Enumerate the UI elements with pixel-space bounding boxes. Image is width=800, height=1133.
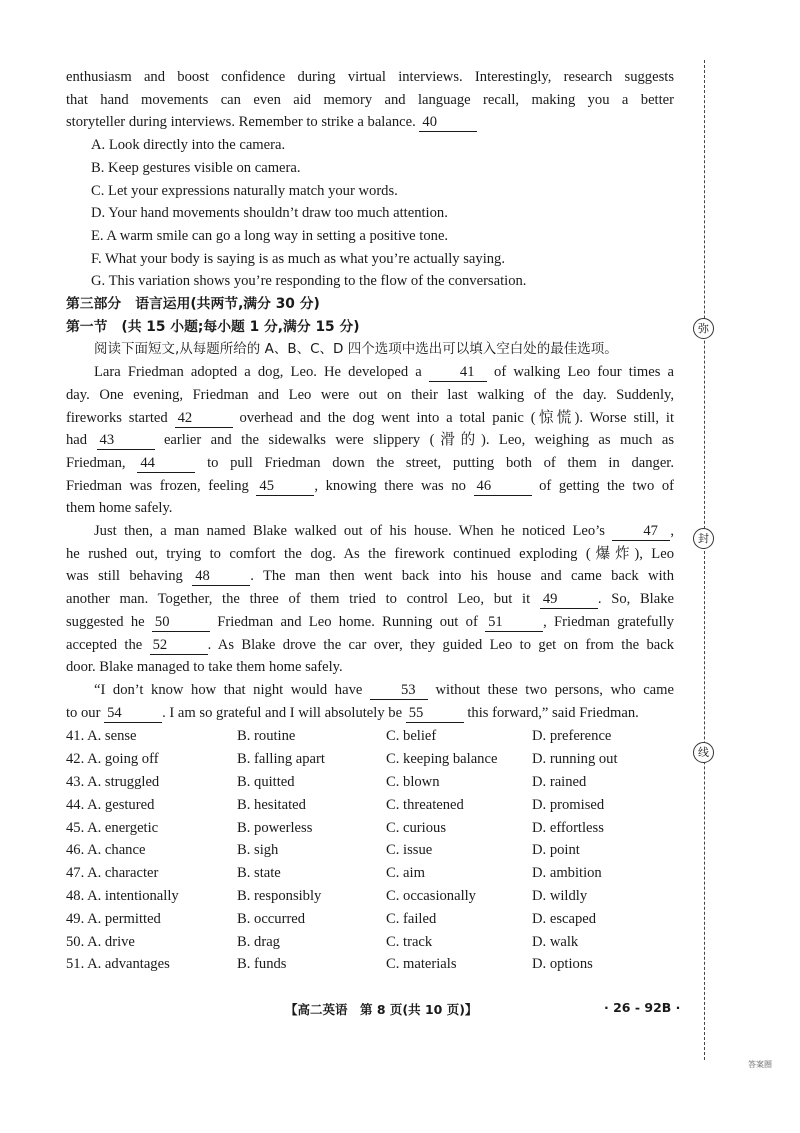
choice-option: B. funds xyxy=(237,956,287,973)
page-footer xyxy=(0,1000,800,1024)
choice-option: C. threatened xyxy=(386,796,464,813)
choice-option: 51. A. advantages xyxy=(66,956,170,973)
page-content xyxy=(66,66,674,976)
choice-option: B. sigh xyxy=(237,842,279,859)
blank-47: 47 xyxy=(612,522,670,541)
choice-option: D. preference xyxy=(532,728,612,745)
choice-option: C. issue xyxy=(386,842,433,859)
choice-option: C. belief xyxy=(386,728,437,745)
choice-option: C. blown xyxy=(386,774,440,791)
question-row xyxy=(66,862,672,885)
choice-option: 41. A. sense xyxy=(66,728,137,745)
passage-line: storyteller during interviews. Remember to strike a balance. 40 xyxy=(66,111,674,134)
choice-option: B. state xyxy=(237,865,281,882)
choice-option: C. curious xyxy=(386,819,446,836)
choice-option: C. track xyxy=(386,933,433,950)
question-row xyxy=(66,748,672,771)
choice-option: C. keeping balance xyxy=(386,751,498,768)
seal-mark: 线 xyxy=(693,742,714,763)
question-row xyxy=(66,725,672,748)
blank-40: 40 xyxy=(419,113,477,132)
choice-option: B. powerless xyxy=(237,819,313,836)
passage-line: enthusiasm and boost confidence during virtual interviews. Interestingly, research suggests xyxy=(66,69,674,85)
watermark: 答案圈 xyxy=(748,1060,772,1069)
blank-52: 52 xyxy=(150,636,208,655)
choice-option: D. rained xyxy=(532,774,587,791)
footer-code: · 26 - 92B · xyxy=(604,1000,681,1015)
choice-option: 47. A. character xyxy=(66,865,159,882)
choice-option: 49. A. permitted xyxy=(66,910,161,927)
choice-option: C. aim xyxy=(386,865,425,882)
choice-option: D. effortless xyxy=(532,819,604,836)
choice-option: 44. A. gestured xyxy=(66,796,155,813)
cloze-paragraph-3: “I don’t know how that night would have 53 without these two persons, who came to our 54 . I am so grateful and I will absolutely be 55 this forward,” said Friedman. xyxy=(66,681,674,721)
instruction: 阅读下面短文,从每题所给的 A、B、C、D 四个选项中选出可以填入空白处的最佳选项。 xyxy=(94,341,618,358)
blank-51: 51 xyxy=(485,613,543,632)
choice-option: D. running out xyxy=(532,751,618,768)
choice-option: C. materials xyxy=(386,956,457,973)
option-a: A. Look directly into the camera. xyxy=(91,137,286,154)
choice-option: C. failed xyxy=(386,910,437,927)
question-row xyxy=(66,817,672,840)
blank-43: 43 xyxy=(97,431,155,450)
blank-55: 55 xyxy=(406,704,464,723)
seal-mark: 弥 xyxy=(693,318,714,339)
choice-option: D. point xyxy=(532,842,580,859)
choice-option: B. falling apart xyxy=(237,751,325,768)
footer-title: 【高二英语 第 8 页(共 10 页)】 xyxy=(285,1002,478,1017)
section-three-heading: 第三部分 语言运用(共两节,满分 30 分) xyxy=(66,296,320,313)
option-f: F. What your body is saying is as much as what you’re actually saying. xyxy=(91,250,506,267)
option-c: C. Let your expressions naturally match your words. xyxy=(91,182,398,199)
question-row xyxy=(66,794,672,817)
question-row xyxy=(66,771,672,794)
question-row xyxy=(66,908,672,931)
choice-option: D. walk xyxy=(532,933,579,950)
choice-option: D. promised xyxy=(532,796,605,813)
blank-53: 53 xyxy=(370,681,428,700)
choice-option: B. responsibly xyxy=(237,888,322,905)
seven-choose-five-options xyxy=(66,134,674,293)
question-row xyxy=(66,953,672,976)
choice-option: B. occurred xyxy=(237,910,306,927)
choice-option: B. quitted xyxy=(237,774,295,791)
blank-44: 44 xyxy=(137,454,195,473)
blank-49: 49 xyxy=(540,590,598,609)
choice-option: B. routine xyxy=(237,728,296,745)
choice-option: D. wildly xyxy=(532,888,588,905)
choice-option: 48. A. intentionally xyxy=(66,888,179,905)
blank-45: 45 xyxy=(256,477,314,496)
choice-option: 42. A. going off xyxy=(66,751,159,768)
choice-option: D. options xyxy=(532,956,593,973)
question-row xyxy=(66,885,672,908)
cloze-paragraph-2: Just then, a man named Blake walked out of his house. When he noticed Leo’s 47 , he rushed out, trying to comfort the dog. As the firework continued exploding (爆炸), Leo was still behaving 48 . The man then went back into his house and came back with another man. Together, the three of them tried to control Leo, but it 49 . So, Blake suggested he 50 Friedman and Leo home. Running out of 51 , Friedman gratefully accepted the 52 . As Blake drove the car over, they guided Leo to get on from the back door. Blake managed to take them home safely. xyxy=(66,523,675,676)
cloze-paragraph-1: Lara Friedman adopted a dog, Leo. He developed a 41 of walking Leo four times a day. One evening, Friedman and Leo were out on their last walking of the day. Suddenly, fireworks started 42 overhead and the dog went into a total panic (惊慌). Worse still, it had 43 earlier and the sidewalks were slippery (滑的). Leo, weighing as much as Friedman, 44 to pull Friedman down the street, putting both of them in danger. Friedman was frozen, feeling 45 , knowing there was no 46 of getting the two of them home safely. xyxy=(66,364,675,517)
option-b: B. Keep gestures visible on camera. xyxy=(91,159,301,176)
choice-option: C. occasionally xyxy=(386,888,476,905)
option-g: G. This variation shows you’re responding to the flow of the conversation. xyxy=(91,273,527,290)
seal-mark: 封 xyxy=(693,528,714,549)
option-d: D. Your hand movements shouldn’t draw too much attention. xyxy=(91,205,448,222)
choice-option: D. ambition xyxy=(532,865,602,882)
choice-option: B. hesitated xyxy=(237,796,306,813)
blank-42: 42 xyxy=(175,409,233,428)
choice-option: 43. A. struggled xyxy=(66,774,160,791)
choice-option: 45. A. energetic xyxy=(66,819,159,836)
question-row xyxy=(66,931,672,954)
option-e: E. A warm smile can go a long way in setting a positive tone. xyxy=(91,227,449,244)
binding-dashed-line xyxy=(704,60,705,1060)
choice-option: B. drag xyxy=(237,933,280,950)
blank-41: 41 xyxy=(429,363,487,382)
blank-50: 50 xyxy=(152,613,210,632)
section-one-heading: 第一节 (共 15 小题;每小题 1 分,满分 15 分) xyxy=(66,318,360,335)
blank-54: 54 xyxy=(104,704,162,723)
choice-option: 50. A. drive xyxy=(66,933,135,950)
blank-46: 46 xyxy=(474,477,532,496)
blank-48: 48 xyxy=(192,567,250,586)
passage-line: that hand movements can even aid memory and language recall, making you a better xyxy=(66,91,674,108)
question-row xyxy=(66,839,672,862)
choice-option: D. escaped xyxy=(532,910,597,927)
question-choices-table xyxy=(66,725,672,976)
choice-option: 46. A. chance xyxy=(66,842,146,859)
